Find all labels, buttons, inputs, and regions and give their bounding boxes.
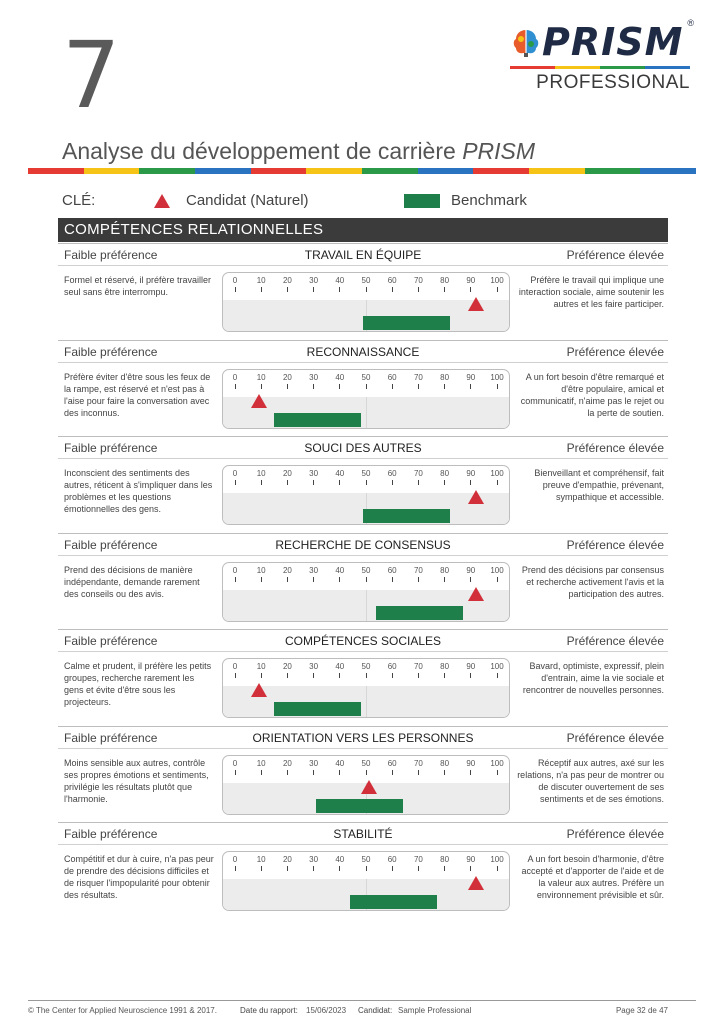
tick-label: 80 — [440, 276, 450, 285]
candidate-marker — [361, 780, 377, 794]
scale-header — [58, 823, 668, 845]
tick-label: 90 — [466, 855, 476, 864]
tick-label: 20 — [282, 662, 292, 671]
tick-mark — [392, 287, 393, 292]
tick-label: 40 — [335, 565, 345, 575]
tick-label: 90 — [466, 372, 476, 382]
tick-mark — [261, 673, 262, 678]
candidate-triangle-icon — [154, 194, 170, 208]
tick-label: 0 — [232, 565, 238, 575]
tick-mark — [470, 866, 471, 871]
tick-label: 30 — [309, 276, 319, 285]
tick-label: 10 — [256, 662, 266, 671]
tick-label: 50 — [361, 276, 371, 285]
tick-mark — [497, 577, 498, 582]
logo-wordmark: PRISM — [542, 20, 684, 64]
tick-mark — [366, 577, 367, 582]
high-description: Bienveillant et compréhensif, fait preuve d'empathie, prévenant, sympathique et accessible. — [534, 468, 664, 502]
tick-mark — [313, 384, 314, 389]
tick-label: 20 — [282, 758, 292, 768]
high-preference-label: Préférence élevée — [566, 827, 664, 841]
tick-mark — [418, 480, 419, 485]
benchmark-bar — [363, 316, 449, 330]
header-rule — [58, 748, 668, 749]
strip-segment — [306, 168, 362, 174]
score-gauge — [222, 272, 510, 332]
tick-mark — [287, 577, 288, 582]
scale-block — [58, 822, 668, 918]
low-preference-label: Faible préférence — [64, 344, 158, 359]
strip-segment — [418, 168, 474, 174]
score-gauge — [222, 851, 510, 911]
tick-mark — [418, 866, 419, 871]
tick-mark — [287, 287, 288, 292]
color-strip — [28, 168, 696, 174]
low-preference-label: Faible préférence — [64, 248, 158, 262]
tick-label: 90 — [466, 662, 476, 671]
tick-mark — [287, 770, 288, 775]
strip-segment — [362, 168, 418, 174]
scale-title: RECONNAISSANCE — [306, 344, 420, 359]
tick-label: 100 — [490, 855, 504, 864]
tick-label: 70 — [413, 276, 423, 285]
candidate-marker — [468, 490, 484, 504]
footer-date-value: 15/06/2023 — [306, 1006, 347, 1015]
strip-segment — [529, 168, 585, 174]
tick-mark — [497, 866, 498, 871]
tick-mark — [444, 384, 445, 389]
tick-mark — [470, 673, 471, 678]
tick-label: 70 — [413, 758, 423, 768]
low-description: Calme et prudent, il préfère les petits groupes, recherche rarement les gens et évite d'être sous les projecteurs. — [64, 661, 212, 707]
tick-label: 100 — [490, 276, 504, 285]
tick-mark — [339, 287, 340, 292]
tick-mark — [392, 577, 393, 582]
title-brand: PRISM — [462, 138, 536, 164]
low-description: Moins sensible aux autres, contrôle ses propres émotions et sentiments, privilégie les résultats plutôt que l'harmonie. — [64, 757, 209, 804]
tick-label: 60 — [387, 469, 397, 478]
tick-label: 30 — [309, 662, 319, 671]
section-header: COMPÉTENCES RELATIONNELLES — [58, 218, 668, 242]
legend-candidate: Candidat (Naturel) — [186, 192, 309, 209]
scale-header — [58, 727, 668, 749]
tick-mark — [287, 673, 288, 678]
tick-mark — [313, 770, 314, 775]
tick-mark — [366, 480, 367, 485]
tick-label: 90 — [466, 469, 476, 478]
tick-label: 80 — [440, 372, 450, 382]
tick-mark — [261, 480, 262, 485]
tick-label: 0 — [232, 758, 238, 768]
tick-label: 80 — [440, 469, 450, 478]
tick-label: 0 — [232, 372, 238, 382]
tick-label: 10 — [256, 276, 266, 285]
tick-mark — [339, 480, 340, 485]
low-preference-label: Faible préférence — [64, 730, 158, 745]
strip-segment — [84, 168, 140, 174]
tick-mark — [418, 577, 419, 582]
tick-label: 40 — [335, 758, 345, 768]
tick-mark — [313, 673, 314, 678]
tick-mark — [235, 866, 236, 871]
tick-mark — [444, 866, 445, 871]
tick-label: 100 — [490, 469, 504, 478]
high-description: A un fort besoin d'harmonie, d'être accepté et d'apporter de l'aide et de la valeur aux autres. Préfère un environnement prévisible et sûr. — [521, 854, 664, 900]
tick-mark — [339, 673, 340, 678]
tick-label: 30 — [309, 469, 319, 478]
tick-label: 50 — [361, 855, 371, 864]
registered-mark: ® — [687, 18, 694, 28]
tick-label: 50 — [361, 469, 371, 478]
score-gauge — [222, 369, 510, 429]
tick-label: 80 — [440, 565, 450, 575]
benchmark-bar — [363, 509, 449, 523]
tick-mark — [235, 287, 236, 292]
tick-mark — [235, 673, 236, 678]
tick-mark — [287, 480, 288, 485]
tick-mark — [339, 577, 340, 582]
gauge-midline — [366, 590, 367, 621]
tick-mark — [497, 480, 498, 485]
gauge-midline — [366, 686, 367, 717]
tick-label: 10 — [256, 469, 266, 478]
scale-block — [58, 436, 668, 532]
tick-mark — [418, 770, 419, 775]
tick-mark — [366, 673, 367, 678]
tick-mark — [392, 673, 393, 678]
tick-mark — [418, 384, 419, 389]
page-title — [62, 138, 535, 165]
tick-mark — [261, 866, 262, 871]
logo-color-bar — [510, 66, 690, 69]
benchmark-bar — [350, 895, 436, 909]
tick-mark — [444, 673, 445, 678]
high-preference-label: Préférence élevée — [566, 537, 664, 552]
tick-mark — [497, 384, 498, 389]
tick-label: 90 — [466, 276, 476, 285]
tick-mark — [261, 577, 262, 582]
candidate-marker — [251, 394, 267, 408]
strip-segment — [139, 168, 195, 174]
gauge-midline — [366, 397, 367, 428]
tick-label: 40 — [335, 372, 345, 382]
tick-mark — [444, 287, 445, 292]
tick-mark — [392, 480, 393, 485]
tick-mark — [313, 480, 314, 485]
tick-label: 0 — [232, 469, 238, 478]
tick-label: 10 — [256, 372, 266, 382]
tick-mark — [287, 866, 288, 871]
prism-logo — [510, 18, 694, 100]
tick-label: 70 — [413, 662, 423, 671]
tick-label: 80 — [440, 855, 450, 864]
tick-mark — [470, 287, 471, 292]
legend-benchmark: Benchmark — [451, 192, 527, 209]
scale-block — [58, 533, 668, 629]
tick-mark — [261, 770, 262, 775]
header-rule — [58, 265, 668, 266]
tick-label: 10 — [256, 855, 266, 864]
scale-block — [58, 726, 668, 822]
high-preference-label: Préférence élevée — [566, 441, 664, 455]
tick-label: 80 — [440, 758, 450, 768]
tick-label: 70 — [413, 855, 423, 864]
low-description: Compétitif et dur à cuire, n'a pas peur de prendre des décisions difficiles et de risquer l'impopularité pour obtenir des résultats. — [64, 854, 214, 900]
scale-title: COMPÉTENCES SOCIALES — [284, 634, 442, 648]
tick-mark — [366, 287, 367, 292]
tick-mark — [339, 866, 340, 871]
tick-mark — [497, 673, 498, 678]
scale-title: TRAVAIL EN ÉQUIPE — [304, 248, 422, 262]
tick-label: 40 — [335, 276, 345, 285]
header-rule — [58, 362, 668, 363]
tick-label: 30 — [309, 372, 319, 382]
high-description: Préfère le travail qui implique une interaction sociale, aime soutenir les autres et les faire participer. — [518, 275, 664, 309]
benchmark-swatch-icon — [404, 194, 440, 208]
score-gauge — [222, 755, 510, 815]
tick-mark — [444, 577, 445, 582]
tick-label: 70 — [413, 565, 423, 575]
tick-mark — [392, 384, 393, 389]
tick-label: 30 — [309, 758, 319, 768]
tick-label: 100 — [490, 758, 504, 768]
high-preference-label: Préférence élevée — [566, 344, 664, 359]
low-description: Prend des décisions de manière indépendante, demande rarement des conseils ou des avis. — [64, 564, 200, 599]
tick-label: 30 — [309, 565, 319, 575]
high-description: Bavard, optimiste, expressif, plein d'entrain, aime la vie sociale et rencontrer de nouvelles personnes. — [522, 661, 664, 695]
legend-label: CLÉ: — [62, 192, 96, 209]
tick-label: 20 — [282, 565, 292, 575]
benchmark-bar — [376, 606, 462, 620]
high-description: Réceptif aux autres, axé sur les relations, n'a pas peur de montrer ou de discuter ouvertement de ses sentiments et de ses émotions. — [517, 757, 664, 804]
tick-mark — [235, 384, 236, 389]
footer-date-label: Date du rapport: — [240, 1006, 298, 1015]
low-description: Inconscient des sentiments des autres, réticent à s'impliquer dans les problèmes et les questions émotionnelles des gens. — [64, 468, 213, 514]
header-rule — [58, 844, 668, 845]
footer-candidate-label: Candidat: — [358, 1006, 393, 1015]
tick-label: 80 — [440, 662, 450, 671]
header-rule — [58, 651, 668, 652]
candidate-marker — [251, 683, 267, 697]
scale-header — [58, 244, 668, 266]
footer-candidate-value: Sample Professional — [398, 1006, 472, 1015]
tick-mark — [261, 384, 262, 389]
tick-label: 100 — [490, 662, 504, 671]
strip-segment — [473, 168, 529, 174]
tick-mark — [313, 866, 314, 871]
tick-mark — [339, 770, 340, 775]
tick-mark — [366, 770, 367, 775]
tick-label: 40 — [335, 855, 345, 864]
scale-title: SOUCI DES AUTRES — [304, 441, 422, 455]
tick-mark — [470, 384, 471, 389]
tick-mark — [235, 770, 236, 775]
tick-mark — [235, 480, 236, 485]
tick-label: 30 — [309, 855, 319, 864]
low-preference-label: Faible préférence — [64, 537, 158, 552]
footer-divider — [28, 1000, 696, 1001]
high-preference-label: Préférence élevée — [566, 634, 664, 648]
candidate-marker — [468, 297, 484, 311]
tick-mark — [366, 384, 367, 389]
tick-mark — [497, 287, 498, 292]
tick-label: 20 — [282, 469, 292, 478]
tick-mark — [313, 287, 314, 292]
tick-mark — [339, 384, 340, 389]
tick-label: 50 — [361, 372, 371, 382]
tick-mark — [313, 577, 314, 582]
low-preference-label: Faible préférence — [64, 634, 158, 648]
high-preference-label: Préférence élevée — [566, 730, 664, 745]
tick-label: 90 — [466, 565, 476, 575]
scale-title: RECHERCHE DE CONSENSUS — [275, 537, 451, 552]
footer — [28, 1006, 696, 1020]
tick-label: 60 — [387, 565, 397, 575]
tick-label: 10 — [256, 758, 266, 768]
tick-mark — [418, 287, 419, 292]
tick-label: 20 — [282, 372, 292, 382]
high-description: Prend des décisions par consensus et recherche activement l'avis et la participation des autres. — [521, 564, 664, 599]
tick-label: 100 — [490, 565, 504, 575]
tick-label: 50 — [361, 662, 371, 671]
tick-label: 50 — [361, 758, 371, 768]
low-preference-label: Faible préférence — [64, 827, 158, 841]
strip-segment — [195, 168, 251, 174]
tick-label: 60 — [387, 855, 397, 864]
low-description: Formel et réservé, il préfère travailler seul sans être interrompu. — [64, 275, 212, 297]
tick-label: 40 — [335, 662, 345, 671]
tick-mark — [392, 770, 393, 775]
brain-icon — [510, 26, 542, 58]
tick-mark — [497, 770, 498, 775]
scale-header — [58, 341, 668, 363]
tick-label: 10 — [256, 565, 266, 575]
candidate-marker — [468, 876, 484, 890]
candidate-marker — [468, 587, 484, 601]
scale-header — [58, 437, 668, 459]
tick-label: 60 — [387, 758, 397, 768]
benchmark-bar — [274, 413, 360, 427]
scale-title: STABILITÉ — [333, 827, 393, 841]
scale-block — [58, 243, 668, 339]
tick-label: 70 — [413, 469, 423, 478]
tick-label: 0 — [232, 662, 238, 671]
strip-segment — [585, 168, 641, 174]
tick-mark — [392, 866, 393, 871]
tick-label: 90 — [466, 758, 476, 768]
tick-label: 100 — [490, 372, 504, 382]
tick-mark — [470, 770, 471, 775]
benchmark-bar — [316, 799, 402, 813]
scale-header — [58, 534, 668, 556]
tick-mark — [444, 770, 445, 775]
tick-label: 20 — [282, 855, 292, 864]
header-rule — [58, 555, 668, 556]
header-rule — [58, 458, 668, 459]
low-description: Préfère éviter d'être sous les feux de la rampe, est réservé et n'est pas à l'aise pour faire la conversation avec des inconnus. — [64, 371, 211, 418]
benchmark-bar — [274, 702, 360, 716]
tick-mark — [418, 673, 419, 678]
tick-label: 60 — [387, 372, 397, 382]
tick-mark — [366, 866, 367, 871]
scale-block — [58, 629, 668, 725]
tick-label: 70 — [413, 372, 423, 382]
tick-label: 60 — [387, 662, 397, 671]
title-text: Analyse du développement de carrière — [62, 138, 463, 164]
high-preference-label: Préférence élevée — [566, 248, 664, 262]
tick-label: 0 — [232, 855, 238, 864]
tick-mark — [261, 287, 262, 292]
strip-segment — [28, 168, 84, 174]
legend — [62, 192, 672, 212]
tick-mark — [287, 384, 288, 389]
tick-label: 0 — [232, 276, 238, 285]
tick-label: 50 — [361, 565, 371, 575]
score-gauge — [222, 562, 510, 622]
scale-title: ORIENTATION VERS LES PERSONNES — [252, 730, 474, 745]
score-gauge — [222, 465, 510, 525]
strip-segment — [251, 168, 307, 174]
score-gauge — [222, 658, 510, 718]
tick-mark — [444, 480, 445, 485]
footer-copyright: © The Center for Applied Neuroscience 1991 & 2017. — [28, 1006, 217, 1015]
tick-mark — [470, 480, 471, 485]
low-preference-label: Faible préférence — [64, 441, 158, 455]
scale-block — [58, 340, 668, 436]
scale-header — [58, 630, 668, 652]
tick-mark — [235, 577, 236, 582]
footer-page: Page 32 de 47 — [615, 1006, 668, 1015]
strip-segment — [640, 168, 696, 174]
tick-label: 40 — [335, 469, 345, 478]
logo-subtitle: PROFESSIONAL — [536, 72, 690, 93]
high-description: A un fort besoin d'être remarqué et d'être populaire, amical et communicatif, n'aime pas le rejet ou la perte de soutien. — [520, 371, 664, 418]
tick-label: 20 — [282, 276, 292, 285]
tick-mark — [470, 577, 471, 582]
chapter-number: 7 — [62, 22, 121, 129]
tick-label: 60 — [387, 276, 397, 285]
